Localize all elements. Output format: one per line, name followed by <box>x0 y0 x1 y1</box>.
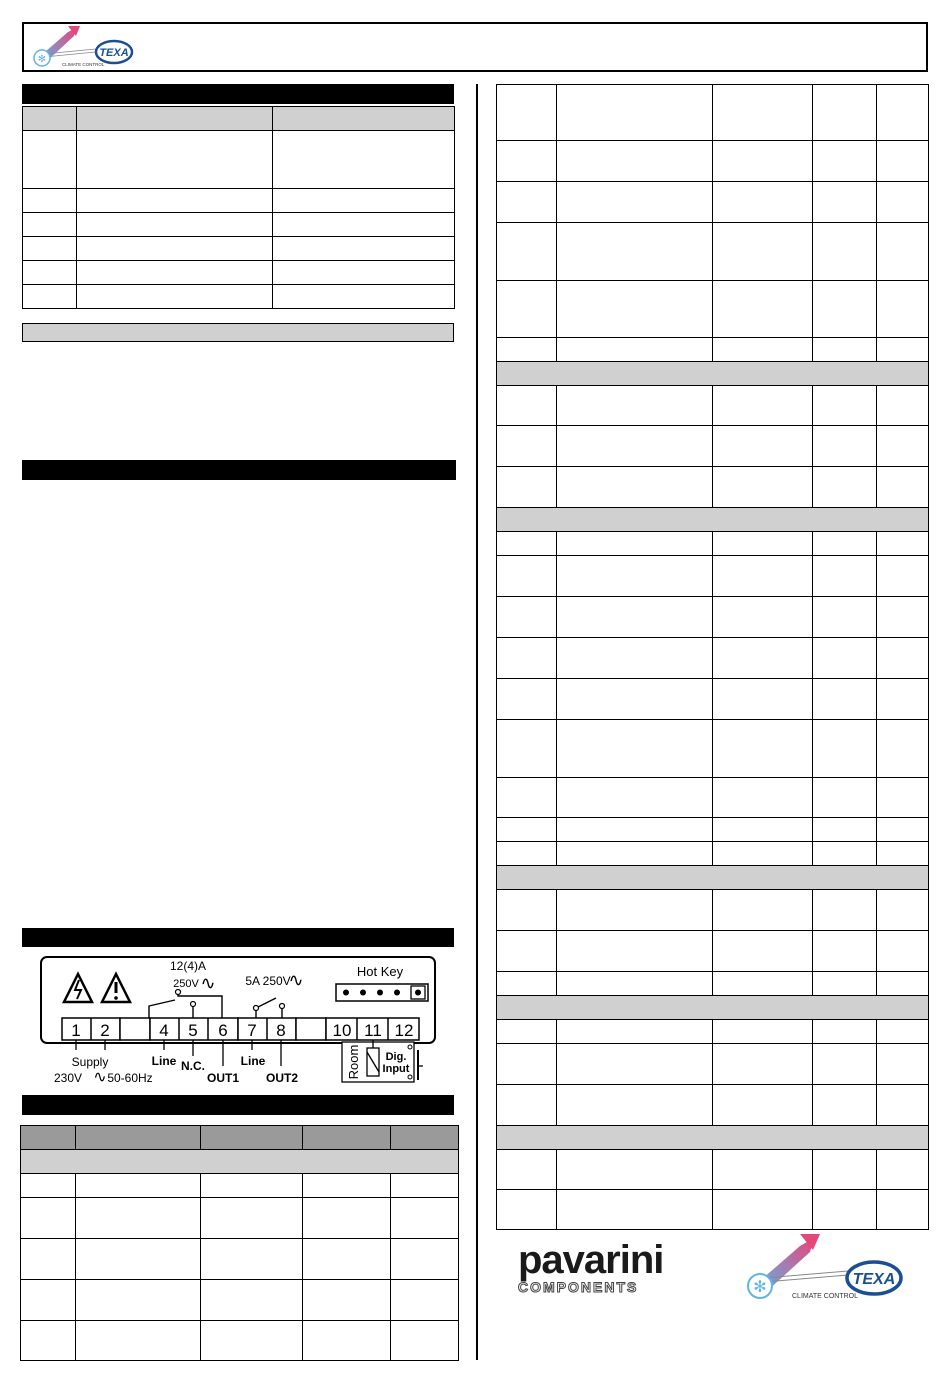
relay1-rating: 12(4)A <box>169 959 207 973</box>
terminal-10: 10 <box>332 1021 352 1040</box>
ac-symbol-icon: ∿ <box>200 973 216 994</box>
wiring-diagram <box>40 956 436 1086</box>
terminal-7: 7 <box>247 1021 257 1040</box>
tagline-text: CLIMATE CONTROL <box>62 62 105 67</box>
out2-label: OUT2 <box>265 1071 299 1085</box>
texa-text: TEXA <box>99 47 129 59</box>
ac-symbol-icon: ∿ <box>93 1067 107 1086</box>
column-divider <box>476 84 478 1360</box>
pavarini-name: pavarini <box>518 1238 664 1282</box>
hot-key-label: Hot Key <box>356 964 404 979</box>
terminal-5: 5 <box>188 1021 198 1040</box>
tagline-text: CLIMATE CONTROL <box>792 1293 858 1300</box>
relay2-rating: 5A 250V <box>245 974 291 988</box>
gray-section-bar <box>22 323 454 342</box>
document-header <box>22 22 928 72</box>
terminal-6: 6 <box>218 1021 228 1040</box>
terminal-1: 1 <box>71 1021 81 1040</box>
pavarini-logo <box>518 1238 698 1295</box>
svg-text:✻: ✻ <box>37 54 47 65</box>
texa-logo <box>28 24 138 70</box>
connections-header-bar <box>22 928 454 947</box>
input-label: Input <box>382 1063 410 1075</box>
parameters-table-left <box>20 1125 459 1361</box>
specs-table <box>22 106 455 309</box>
supply-frequency: 50-60Hz <box>107 1071 153 1085</box>
line-label: Line <box>240 1054 266 1068</box>
out1-label: OUT1 <box>206 1071 240 1085</box>
room-label: Room <box>346 1044 361 1080</box>
section-header-bar <box>22 460 456 480</box>
svg-text:✻: ✻ <box>753 1277 767 1296</box>
section-header-bar <box>22 84 454 104</box>
relay1-voltage: 250V <box>173 978 199 990</box>
supply-spec: 230V <box>53 1071 83 1085</box>
terminal-2: 2 <box>100 1021 110 1040</box>
section-header-bar <box>22 1095 454 1115</box>
nc-label: N.C. <box>181 1059 205 1073</box>
terminal-12: 12 <box>394 1021 414 1040</box>
parameters-table-right <box>496 84 929 1230</box>
pavarini-sub: COMPONENTS <box>518 1279 639 1295</box>
supply-label: Supply <box>71 1055 109 1069</box>
ac-symbol-icon: ∿ <box>288 970 304 991</box>
texa-logo-large <box>740 1232 910 1304</box>
terminal-11: 11 <box>364 1021 382 1040</box>
line-label: Line <box>151 1054 177 1068</box>
terminal-4: 4 <box>159 1021 169 1040</box>
dig-label: Dig. <box>385 1051 407 1063</box>
texa-text: TEXA <box>852 1271 896 1288</box>
terminal-8: 8 <box>276 1021 286 1040</box>
probe-input-box <box>342 1040 423 1082</box>
